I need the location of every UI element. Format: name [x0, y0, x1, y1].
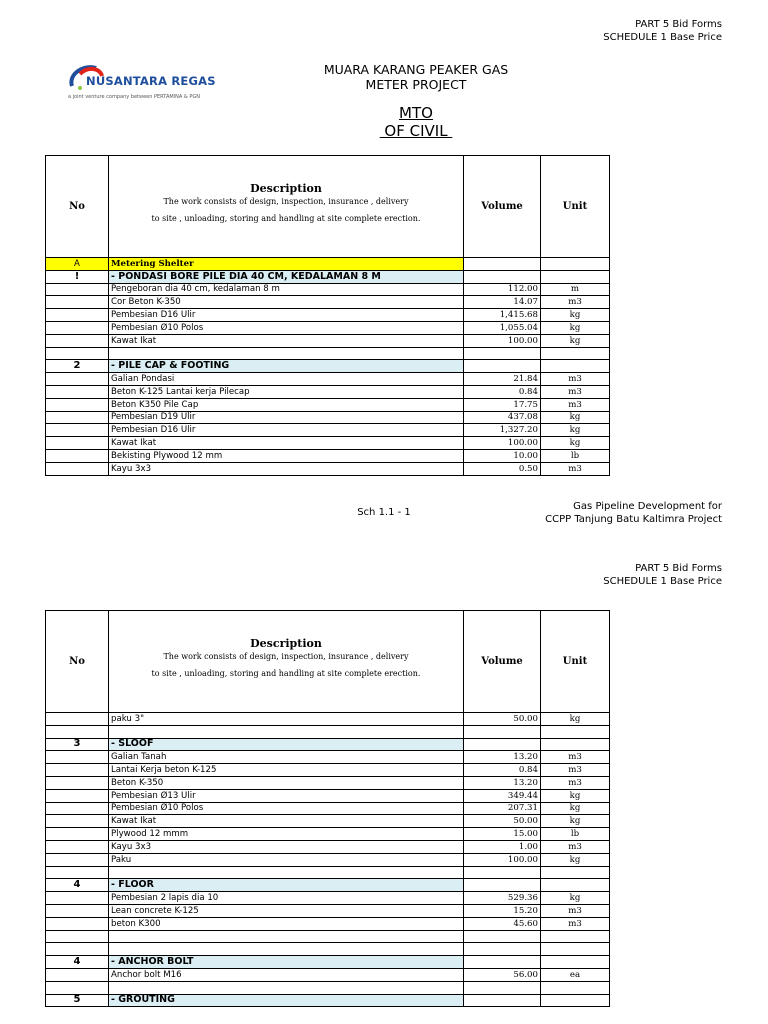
footer-project-line2: CCPP Tanjung Batu Kaltimra Project	[545, 514, 722, 525]
part-label-2: PART 5 Bid Forms	[635, 563, 722, 574]
row-volume	[464, 360, 541, 373]
row-unit: kg	[541, 853, 610, 866]
row-unit: m3	[541, 373, 610, 386]
description-line1: The work consists of design, inspection, insurance , delivery	[163, 197, 409, 206]
row-unit	[541, 360, 610, 373]
row-unit: m3	[541, 917, 610, 930]
row-description: Plywood 12 mmm	[109, 828, 464, 841]
project-title	[0, 62, 768, 92]
table-row	[46, 296, 610, 309]
logo-name: NUSANTARA REGAS	[86, 74, 216, 88]
row-no	[46, 828, 109, 841]
row-volume: 10.00	[464, 449, 541, 462]
table-row	[46, 981, 610, 994]
table-row	[46, 789, 610, 802]
row-unit: lb	[541, 449, 610, 462]
row-unit: m3	[541, 764, 610, 777]
project-title-line1: MUARA KARANG PEAKER GAS	[323, 62, 509, 77]
row-unit: kg	[541, 309, 610, 322]
row-no: 5	[46, 994, 109, 1007]
table-row	[46, 840, 610, 853]
table-row	[46, 764, 610, 777]
table-row	[46, 892, 610, 905]
schedule-table-2	[45, 610, 610, 1007]
row-unit: kg	[541, 321, 610, 334]
description-line2: to site , unloading, storing and handling at site complete erection.	[151, 214, 421, 223]
row-description: Lantai Kerja beton K-125	[109, 764, 464, 777]
row-volume: 13.20	[464, 776, 541, 789]
row-description: beton K300	[109, 917, 464, 930]
row-description: Cor Beton K-350	[109, 296, 464, 309]
row-no	[46, 892, 109, 905]
row-volume	[464, 866, 541, 879]
page2-header-right	[603, 562, 722, 588]
row-no: 4	[46, 879, 109, 892]
row-description: paku 3"	[109, 713, 464, 726]
footer-project-line1: Gas Pipeline Development for	[573, 501, 722, 512]
row-description: Lean concrete K-125	[109, 904, 464, 917]
table-row	[46, 424, 610, 437]
section-row	[46, 879, 610, 892]
mto-title	[0, 104, 768, 140]
row-unit: kg	[541, 815, 610, 828]
row-volume	[464, 738, 541, 751]
row-unit	[541, 258, 610, 271]
table-row	[46, 411, 610, 424]
row-unit	[541, 994, 610, 1007]
row-description: - ANCHOR BOLT	[109, 956, 464, 969]
row-description: Pembesian D16 Ulir	[109, 309, 464, 322]
row-volume: 112.00	[464, 283, 541, 296]
row-description: Metering Shelter	[109, 258, 464, 271]
row-unit	[541, 956, 610, 969]
section-row	[46, 738, 610, 751]
table-row	[46, 968, 610, 981]
row-unit	[541, 725, 610, 738]
row-no	[46, 462, 109, 475]
row-description: Kawat Ikat	[109, 334, 464, 347]
row-no	[46, 398, 109, 411]
row-unit: m3	[541, 398, 610, 411]
footer-project	[545, 500, 722, 526]
row-description: Pembesian Ø10 Polos	[109, 802, 464, 815]
row-unit: kg	[541, 789, 610, 802]
table-row	[46, 462, 610, 475]
row-volume: 0.84	[464, 385, 541, 398]
row-no	[46, 449, 109, 462]
row-description: Galian Tanah	[109, 751, 464, 764]
row-unit: kg	[541, 437, 610, 450]
row-unit	[541, 930, 610, 943]
row-no	[46, 943, 109, 956]
table-body-2	[46, 713, 610, 1007]
row-unit: m3	[541, 462, 610, 475]
table-row	[46, 385, 610, 398]
row-no	[46, 713, 109, 726]
table-row	[46, 449, 610, 462]
table-row	[46, 321, 610, 334]
row-description: Kayu 3x3	[109, 840, 464, 853]
row-description: Pengeboran dia 40 cm, kedalaman 8 m	[109, 283, 464, 296]
row-unit	[541, 981, 610, 994]
row-no	[46, 840, 109, 853]
row-volume: 100.00	[464, 334, 541, 347]
row-volume: 437.08	[464, 411, 541, 424]
row-volume	[464, 270, 541, 283]
row-volume: 15.20	[464, 904, 541, 917]
table-row	[46, 904, 610, 917]
row-description: Beton K-350	[109, 776, 464, 789]
row-description: Pembesian 2 lapis dia 10	[109, 892, 464, 905]
table-row	[46, 725, 610, 738]
row-description: Kawat Ikat	[109, 437, 464, 450]
row-description	[109, 725, 464, 738]
row-unit: kg	[541, 424, 610, 437]
row-volume	[464, 930, 541, 943]
row-no	[46, 968, 109, 981]
table-row	[46, 930, 610, 943]
row-volume: 1,055.04	[464, 321, 541, 334]
row-no: 4	[46, 956, 109, 969]
row-volume	[464, 943, 541, 956]
row-description	[109, 943, 464, 956]
row-unit	[541, 270, 610, 283]
row-no	[46, 930, 109, 943]
row-no	[46, 866, 109, 879]
row-no	[46, 764, 109, 777]
row-description: Kawat Ikat	[109, 815, 464, 828]
row-volume: 207.31	[464, 802, 541, 815]
row-unit	[541, 347, 610, 360]
row-no: 3	[46, 738, 109, 751]
row-description	[109, 347, 464, 360]
description-line2: to site , unloading, storing and handling at site complete erection.	[151, 669, 421, 678]
row-volume: 56.00	[464, 968, 541, 981]
row-no	[46, 725, 109, 738]
row-volume: 1,327.20	[464, 424, 541, 437]
row-description: Beton K-125 Lantai kerja Pilecap	[109, 385, 464, 398]
row-description: - PONDASI BORE PILE DIA 40 CM, KEDALAMAN 8 M	[109, 270, 464, 283]
row-volume: 1,415.68	[464, 309, 541, 322]
row-description: Bekisting Plywood 12 mm	[109, 449, 464, 462]
row-no	[46, 904, 109, 917]
row-no	[46, 917, 109, 930]
row-no	[46, 385, 109, 398]
row-unit: m3	[541, 751, 610, 764]
row-description	[109, 981, 464, 994]
table-row	[46, 347, 610, 360]
row-description	[109, 930, 464, 943]
row-volume: 17.75	[464, 398, 541, 411]
row-volume: 21.84	[464, 373, 541, 386]
project-title-line2: METER PROJECT	[365, 77, 467, 92]
row-volume: 0.84	[464, 764, 541, 777]
table-row	[46, 398, 610, 411]
group-row	[46, 258, 610, 271]
row-volume: 15.00	[464, 828, 541, 841]
row-no	[46, 347, 109, 360]
row-volume: 100.00	[464, 853, 541, 866]
row-no	[46, 283, 109, 296]
row-description: Paku	[109, 853, 464, 866]
row-volume	[464, 994, 541, 1007]
col-header-no: No	[46, 156, 109, 258]
description-heading: Description	[250, 182, 322, 195]
row-description	[109, 866, 464, 879]
part-label: PART 5 Bid Forms	[635, 19, 722, 30]
table-row	[46, 828, 610, 841]
section-row	[46, 956, 610, 969]
table-header-row	[46, 611, 610, 713]
table-row	[46, 866, 610, 879]
row-description: Pembesian D16 Ulir	[109, 424, 464, 437]
row-description: - FLOOR	[109, 879, 464, 892]
table-row	[46, 309, 610, 322]
mto-line2: OF CIVIL	[379, 122, 453, 140]
row-no	[46, 776, 109, 789]
row-no: !	[46, 270, 109, 283]
table-row	[46, 917, 610, 930]
row-unit: m3	[541, 904, 610, 917]
row-volume	[464, 956, 541, 969]
table-header-row	[46, 156, 610, 258]
row-description: Pembesian Ø10 Polos	[109, 321, 464, 334]
table-row	[46, 437, 610, 450]
row-description: Pembesian Ø13 Ulir	[109, 789, 464, 802]
mto-line1: MTO	[399, 104, 433, 122]
row-unit	[541, 879, 610, 892]
logo-tagline: a joint venture company between PERTAMINA & PGN	[68, 94, 201, 100]
row-unit: kg	[541, 713, 610, 726]
row-volume	[464, 725, 541, 738]
row-volume: 349.44	[464, 789, 541, 802]
table-row	[46, 815, 610, 828]
row-no	[46, 373, 109, 386]
row-unit: kg	[541, 411, 610, 424]
row-unit: kg	[541, 892, 610, 905]
table-row	[46, 283, 610, 296]
schedule-label: SCHEDULE 1 Base Price	[603, 32, 722, 43]
row-unit	[541, 738, 610, 751]
row-no	[46, 296, 109, 309]
col-header-description	[109, 611, 464, 713]
row-description: Anchor bolt M16	[109, 968, 464, 981]
row-volume: 529.36	[464, 892, 541, 905]
table-row	[46, 802, 610, 815]
row-no	[46, 309, 109, 322]
row-no	[46, 321, 109, 334]
row-volume: 50.00	[464, 713, 541, 726]
row-volume: 13.20	[464, 751, 541, 764]
row-no	[46, 411, 109, 424]
section-row	[46, 360, 610, 373]
table-row	[46, 776, 610, 789]
row-unit: m3	[541, 385, 610, 398]
row-no	[46, 437, 109, 450]
row-volume: 0.50	[464, 462, 541, 475]
table-row	[46, 334, 610, 347]
col-header-description	[109, 156, 464, 258]
schedule-table-1	[45, 155, 610, 476]
row-volume: 1.00	[464, 840, 541, 853]
footer-schedule-ref: Sch 1.1 - 1	[357, 507, 411, 518]
row-unit	[541, 866, 610, 879]
row-unit: ea	[541, 968, 610, 981]
table-row	[46, 853, 610, 866]
table-row	[46, 713, 610, 726]
description-heading: Description	[250, 637, 322, 650]
row-no	[46, 334, 109, 347]
row-description: Galian Pondasi	[109, 373, 464, 386]
table-row	[46, 373, 610, 386]
col-header-unit: Unit	[541, 156, 610, 258]
row-unit: lb	[541, 828, 610, 841]
row-unit: m3	[541, 776, 610, 789]
row-description: Kayu 3x3	[109, 462, 464, 475]
row-description: - SLOOF	[109, 738, 464, 751]
col-header-volume: Volume	[464, 611, 541, 713]
row-volume	[464, 347, 541, 360]
col-header-volume: Volume	[464, 156, 541, 258]
row-volume: 14.07	[464, 296, 541, 309]
col-header-no: No	[46, 611, 109, 713]
row-unit: m3	[541, 840, 610, 853]
section-row	[46, 270, 610, 283]
row-no	[46, 751, 109, 764]
table-body-1	[46, 258, 610, 476]
section-row	[46, 994, 610, 1007]
row-description: - PILE CAP & FOOTING	[109, 360, 464, 373]
row-no: 2	[46, 360, 109, 373]
row-no	[46, 981, 109, 994]
row-description: - GROUTING	[109, 994, 464, 1007]
description-line1: The work consists of design, inspection, insurance , delivery	[163, 652, 409, 661]
row-description: Pembesian D19 Ulir	[109, 411, 464, 424]
row-volume: 45.60	[464, 917, 541, 930]
schedule-label-2: SCHEDULE 1 Base Price	[603, 576, 722, 587]
row-no	[46, 802, 109, 815]
row-volume	[464, 879, 541, 892]
table-row	[46, 751, 610, 764]
row-description: Beton K350 Pile Cap	[109, 398, 464, 411]
row-no: A	[46, 258, 109, 271]
page1-header-right	[603, 18, 722, 44]
row-volume	[464, 258, 541, 271]
row-unit: m	[541, 283, 610, 296]
col-header-unit: Unit	[541, 611, 610, 713]
row-unit: kg	[541, 802, 610, 815]
row-unit: kg	[541, 334, 610, 347]
table-row	[46, 943, 610, 956]
row-no	[46, 789, 109, 802]
row-unit	[541, 943, 610, 956]
row-volume	[464, 981, 541, 994]
row-unit: m3	[541, 296, 610, 309]
row-no	[46, 815, 109, 828]
row-no	[46, 853, 109, 866]
row-no	[46, 424, 109, 437]
row-volume: 50.00	[464, 815, 541, 828]
row-volume: 100.00	[464, 437, 541, 450]
